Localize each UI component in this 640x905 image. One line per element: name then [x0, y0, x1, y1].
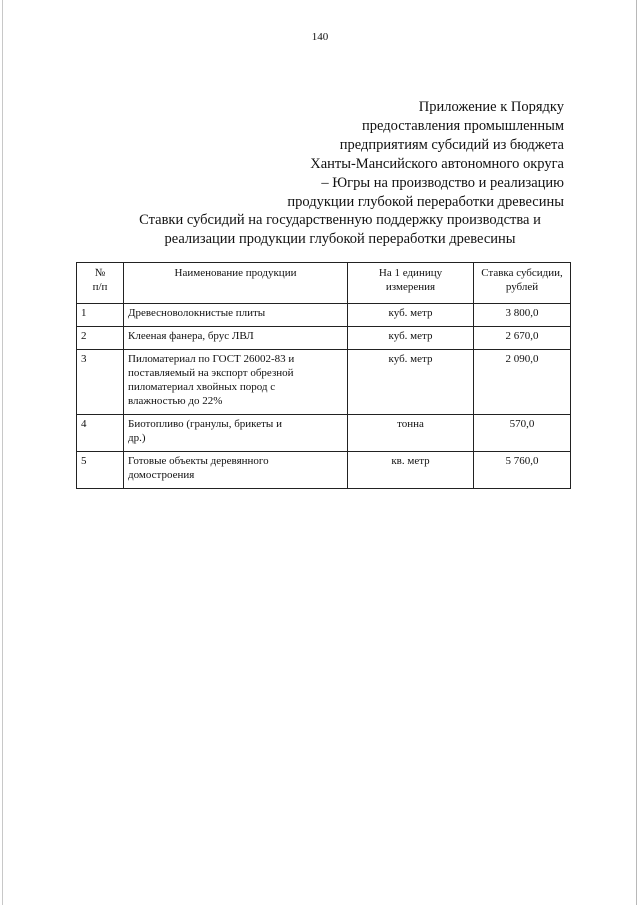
product-name-line: Биотопливо (гранулы, брикеты и	[128, 418, 282, 430]
product-name-line: пиломатериал хвойных пород с	[128, 381, 276, 393]
header-num-line: п/п	[92, 281, 108, 293]
appendix-line: Приложение к Порядку	[418, 99, 564, 115]
product-name-line: поставляемый на экспорт обрезной	[128, 367, 294, 379]
appendix-reference	[287, 98, 564, 212]
table-row	[77, 350, 571, 415]
product-name-line: домостроения	[128, 469, 195, 481]
product-name-line: др.)	[128, 432, 146, 444]
row-product-name	[124, 327, 348, 350]
table-row	[77, 327, 571, 350]
header-rate-line: рублей	[505, 281, 539, 293]
appendix-line: Ханты-Мансийского автономного округа	[310, 156, 564, 172]
table-row	[77, 452, 571, 489]
page-number: 140	[311, 31, 329, 43]
row-product-name	[124, 304, 348, 327]
product-name-line: Готовые объекты деревянного	[128, 455, 269, 467]
row-number: 2	[77, 327, 124, 350]
header-unit-line: На 1 единицу	[378, 267, 443, 279]
row-product-name	[124, 415, 348, 452]
row-unit: тонна	[348, 415, 474, 452]
row-number: 3	[77, 350, 124, 415]
table-row	[77, 304, 571, 327]
table-header-row	[77, 263, 571, 304]
row-number: 4	[77, 415, 124, 452]
appendix-line: – Югры на производство и реализацию	[321, 175, 564, 191]
row-unit: куб. метр	[348, 304, 474, 327]
header-unit	[348, 263, 474, 304]
title-line: Ставки субсидий на государственную поддержку производства и	[139, 212, 541, 228]
scan-edge-right	[636, 0, 637, 905]
table-row	[77, 415, 571, 452]
row-product-name	[124, 452, 348, 489]
subsidy-rates-table	[76, 262, 571, 489]
appendix-line: предприятиям субсидий из бюджета	[339, 137, 564, 153]
product-name-line: Древесноволокнистые плиты	[128, 307, 266, 319]
product-name-line: Пиломатериал по ГОСТ 26002-83 и	[128, 353, 295, 365]
row-product-name	[124, 350, 348, 415]
row-rate: 2 670,0	[474, 327, 571, 350]
appendix-line: предоставления промышленным	[362, 118, 564, 134]
appendix-line: продукции глубокой переработки древесины	[287, 194, 564, 210]
product-name-line: Клееная фанера, брус ЛВЛ	[128, 330, 254, 342]
row-rate: 570,0	[474, 415, 571, 452]
row-number: 5	[77, 452, 124, 489]
header-rate	[474, 263, 571, 304]
scan-edge-left	[2, 0, 3, 905]
product-name-line: влажностью до 22%	[128, 395, 223, 407]
header-product-name: Наименование продукции	[124, 263, 348, 304]
row-rate: 2 090,0	[474, 350, 571, 415]
header-num	[77, 263, 124, 304]
row-number: 1	[77, 304, 124, 327]
header-rate-line: Ставка субсидии,	[481, 267, 563, 279]
header-num-line: №	[94, 267, 106, 279]
row-unit: куб. метр	[348, 327, 474, 350]
document-title	[60, 211, 620, 249]
header-unit-line: измерения	[385, 281, 436, 293]
title-line: реализации продукции глубокой переработки древесины	[164, 231, 516, 247]
row-rate: 5 760,0	[474, 452, 571, 489]
row-unit: кв. метр	[348, 452, 474, 489]
row-rate: 3 800,0	[474, 304, 571, 327]
row-unit: куб. метр	[348, 350, 474, 415]
